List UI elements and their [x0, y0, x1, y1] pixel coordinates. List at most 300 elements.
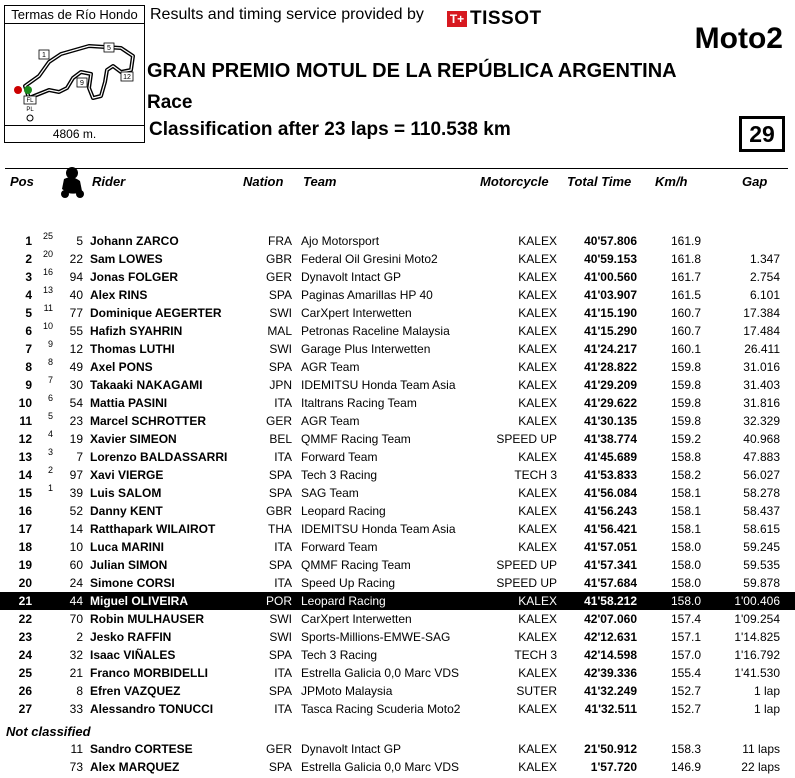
row-rider: Efren VAZQUEZ [90, 684, 181, 698]
row-position: 21 [18, 594, 32, 608]
row-number: 22 [69, 252, 83, 266]
row-motorcycle: KALEX [518, 378, 557, 392]
col-pos: Pos [10, 174, 34, 189]
row-position: 3 [25, 270, 32, 284]
row-motorcycle: SPEED UP [496, 558, 557, 572]
col-total-time: Total Time [567, 174, 632, 189]
row-motorcycle: KALEX [518, 450, 557, 464]
row-total-time: 41'30.135 [584, 414, 637, 428]
row-team: Tech 3 Racing [301, 468, 378, 482]
row-position: 4 [25, 288, 32, 302]
row-position: 6 [25, 324, 32, 338]
row-gap: 58.437 [743, 504, 780, 518]
row-rider: Sam LOWES [90, 252, 163, 266]
col-motorcycle: Motorcycle [480, 174, 549, 189]
row-nation: GER [265, 742, 292, 756]
row-nation: FRA [268, 234, 292, 248]
row-motorcycle: KALEX [518, 702, 557, 716]
row-grid: 20 [42, 249, 53, 259]
row-position: 8 [25, 360, 32, 374]
row-rider: Xavi VIERGE [90, 468, 164, 482]
row-kmh: 159.8 [670, 414, 701, 428]
table-row [0, 538, 795, 556]
row-team: SAG Team [301, 486, 359, 500]
row-kmh: 158.0 [670, 558, 701, 572]
turn-label: 5 [107, 45, 111, 52]
table-row [0, 592, 795, 610]
row-number: 30 [69, 378, 83, 392]
row-motorcycle: KALEX [518, 270, 557, 284]
row-nation: SPA [268, 468, 292, 482]
row-rider: Simone CORSI [90, 576, 175, 590]
row-kmh: 159.8 [670, 360, 701, 374]
table-row [0, 322, 795, 340]
row-kmh: 157.1 [670, 630, 701, 644]
row-nation: ITA [274, 666, 292, 680]
col-rider: Rider [92, 174, 126, 189]
row-grid: 6 [47, 393, 53, 403]
row-motorcycle: TECH 3 [514, 468, 557, 482]
turn-label: 1 [42, 52, 46, 59]
row-motorcycle: KALEX [518, 760, 557, 774]
row-team: Leopard Racing [301, 594, 386, 608]
row-nation: GER [265, 414, 292, 428]
row-total-time: 41'56.243 [584, 504, 637, 518]
row-number: 33 [69, 702, 83, 716]
table-row [0, 682, 795, 700]
row-team: Leopard Racing [301, 504, 386, 518]
row-gap: 58.278 [743, 486, 780, 500]
row-gap: 6.101 [749, 288, 780, 302]
row-number: 60 [69, 558, 83, 572]
finish-line-label: FL [26, 98, 34, 104]
col-nation: Nation [243, 174, 284, 189]
row-number: 12 [69, 342, 83, 356]
row-kmh: 152.7 [670, 702, 701, 716]
row-team: Estrella Galicia 0,0 Marc VDS [301, 760, 460, 774]
row-grid: 4 [47, 429, 53, 439]
table-row [0, 758, 795, 776]
row-total-time: 41'56.421 [584, 522, 637, 536]
row-nation: ITA [274, 396, 292, 410]
row-gap: 17.384 [743, 306, 780, 320]
tissot-logo-icon: T+ [447, 11, 467, 27]
row-motorcycle: KALEX [518, 540, 557, 554]
row-grid: 9 [47, 339, 53, 349]
row-position: 16 [18, 504, 32, 518]
row-gap: 26.411 [744, 342, 780, 356]
row-number: 23 [69, 414, 83, 428]
row-kmh: 161.7 [670, 270, 701, 284]
row-rider: Marcel SCHROTTER [90, 414, 207, 428]
finish-light-icon [24, 86, 32, 94]
row-total-time: 42'12.631 [584, 630, 637, 644]
row-grid: 5 [47, 411, 53, 421]
row-nation: SPA [268, 558, 292, 572]
table-row [0, 304, 795, 322]
row-team: Forward Team [301, 540, 378, 554]
row-kmh: 146.9 [670, 760, 701, 774]
table-row [0, 664, 795, 682]
row-nation: ITA [274, 576, 292, 590]
row-kmh: 158.0 [670, 576, 701, 590]
row-total-time: 40'57.806 [584, 234, 637, 248]
row-gap: 11 laps [742, 742, 780, 756]
row-position: 17 [18, 522, 32, 536]
table-row [0, 466, 795, 484]
table-row [0, 520, 795, 538]
row-grid: 25 [42, 231, 53, 241]
row-team: Garage Plus Interwetten [301, 342, 431, 356]
row-nation: SPA [268, 360, 292, 374]
row-rider: Sandro CORTESE [90, 742, 193, 756]
table-header [0, 172, 795, 192]
row-gap: 32.329 [743, 414, 780, 428]
circuit-panel [4, 5, 145, 143]
row-motorcycle: TECH 3 [514, 648, 557, 662]
col-team: Team [303, 174, 337, 189]
row-motorcycle: KALEX [518, 324, 557, 338]
row-kmh: 158.3 [670, 742, 701, 756]
col-kmh: Km/h [655, 174, 688, 189]
row-kmh: 160.1 [670, 342, 701, 356]
row-gap: 1 lap [753, 684, 780, 698]
pit-lane-label: PL [26, 107, 34, 113]
row-total-time: 41'45.689 [584, 450, 637, 464]
row-total-time: 41'15.190 [584, 306, 637, 320]
circuit-length: 4806 m. [5, 125, 144, 142]
row-rider: Axel PONS [90, 360, 153, 374]
row-position: 20 [18, 576, 32, 590]
row-rider: Hafizh SYAHRIN [90, 324, 183, 338]
table-row [0, 646, 795, 664]
row-team: IDEMITSU Honda Team Asia [301, 522, 456, 536]
row-number: 40 [69, 288, 83, 302]
row-team: Sports-Millions-EMWE-SAG [301, 630, 451, 644]
row-nation: MAL [267, 324, 292, 338]
row-motorcycle: KALEX [518, 360, 557, 374]
row-number: 2 [76, 630, 83, 644]
row-number: 39 [69, 486, 83, 500]
row-kmh: 158.0 [670, 594, 701, 608]
direction-icon [27, 115, 33, 121]
row-nation: SWI [269, 306, 292, 320]
table-row [0, 502, 795, 520]
timing-service-text: Results and timing service provided by [150, 6, 424, 23]
table-row [0, 412, 795, 430]
row-kmh: 159.8 [670, 378, 701, 392]
row-total-time: 41'15.290 [584, 324, 637, 338]
table-row [0, 484, 795, 502]
row-nation: SWI [269, 612, 292, 626]
table-row [0, 340, 795, 358]
row-motorcycle: KALEX [518, 414, 557, 428]
row-rider: Xavier SIMEON [90, 432, 177, 446]
col-gap: Gap [742, 174, 768, 189]
row-team: Dynavolt Intact GP [301, 742, 402, 756]
row-number: 73 [69, 760, 83, 774]
row-team: Forward Team [301, 450, 378, 464]
row-grid: 2 [47, 465, 53, 475]
row-grid: 10 [42, 321, 53, 331]
row-kmh: 158.0 [670, 540, 701, 554]
start-light-icon [14, 86, 22, 94]
row-gap: 31.403 [743, 378, 780, 392]
row-total-time: 42'39.336 [584, 666, 637, 680]
row-number: 94 [69, 270, 83, 284]
sponsor-logo [447, 8, 542, 30]
table-row [0, 430, 795, 448]
row-nation: GBR [265, 252, 292, 266]
circuit-name: Termas de Río Hondo [5, 6, 144, 24]
row-rider: Miguel OLIVEIRA [90, 594, 189, 608]
row-team: CarXpert Interwetten [301, 306, 412, 320]
row-motorcycle: KALEX [518, 396, 557, 410]
row-position: 24 [18, 648, 32, 662]
row-number: 7 [76, 450, 83, 464]
row-rider: Robin MULHAUSER [90, 612, 204, 626]
row-team: Dynavolt Intact GP [301, 270, 402, 284]
row-position: 7 [25, 342, 32, 356]
row-motorcycle: KALEX [518, 234, 557, 248]
row-motorcycle: KALEX [518, 342, 557, 356]
row-kmh: 158.1 [670, 504, 701, 518]
row-total-time: 41'38.774 [584, 432, 637, 446]
row-number: 52 [69, 504, 83, 518]
row-kmh: 161.9 [670, 234, 701, 248]
row-position: 26 [18, 684, 32, 698]
row-grid: 8 [47, 357, 53, 367]
row-position: 27 [18, 702, 32, 716]
row-team: JPMoto Malaysia [301, 684, 393, 698]
row-total-time: 41'24.217 [584, 342, 637, 356]
track-map [9, 26, 140, 124]
row-number: 11 [70, 742, 83, 756]
row-total-time: 42'14.598 [584, 648, 637, 662]
table-row [0, 250, 795, 268]
row-total-time: 41'56.084 [584, 486, 637, 500]
row-grid: 1 [47, 483, 53, 493]
row-gap: 1'00.406 [734, 594, 780, 608]
row-number: 21 [69, 666, 83, 680]
row-kmh: 158.8 [670, 450, 701, 464]
row-number: 5 [76, 234, 83, 248]
row-team: Petronas Raceline Malaysia [301, 324, 450, 338]
row-total-time: 40'59.153 [584, 252, 637, 266]
row-total-time: 41'28.822 [584, 360, 637, 374]
row-rider: Dominique AEGERTER [90, 306, 222, 320]
row-nation: SWI [269, 342, 292, 356]
row-motorcycle: KALEX [518, 612, 557, 626]
row-motorcycle: KALEX [518, 306, 557, 320]
classification-title: Classification after 23 laps = 110.538 km [149, 119, 511, 140]
table-row [0, 268, 795, 286]
row-position: 1 [25, 234, 32, 248]
row-nation: THA [268, 522, 292, 536]
row-team: Tasca Racing Scuderia Moto2 [301, 702, 461, 716]
row-rider: Alessandro TONUCCI [90, 702, 214, 716]
row-position: 15 [18, 486, 32, 500]
row-team: Paginas Amarillas HP 40 [301, 288, 433, 302]
row-rider: Thomas LUTHI [90, 342, 175, 356]
row-rider: Franco MORBIDELLI [90, 666, 209, 680]
row-motorcycle: KALEX [518, 630, 557, 644]
row-team: IDEMITSU Honda Team Asia [301, 378, 456, 392]
row-rider: Johann ZARCO [90, 234, 179, 248]
row-motorcycle: KALEX [518, 742, 557, 756]
row-kmh: 161.5 [670, 288, 701, 302]
row-nation: POR [265, 594, 292, 608]
row-gap: 1'16.792 [734, 648, 780, 662]
row-total-time: 41'29.622 [584, 396, 637, 410]
table-row [0, 232, 795, 250]
lap-count-box: 29 [739, 116, 785, 152]
row-rider: Jonas FOLGER [90, 270, 179, 284]
row-total-time: 41'57.051 [584, 540, 637, 554]
row-motorcycle: KALEX [518, 288, 557, 302]
row-gap: 58.615 [743, 522, 780, 536]
row-position: 23 [18, 630, 32, 644]
row-nation: JPN [269, 378, 292, 392]
row-total-time: 42'07.060 [584, 612, 637, 626]
row-rider: Isaac VIÑALES [90, 648, 176, 662]
row-position: 12 [18, 432, 32, 446]
row-team: Federal Oil Gresini Moto2 [301, 252, 438, 266]
table-row [0, 394, 795, 412]
row-position: 18 [18, 540, 32, 554]
row-grid: 16 [42, 267, 53, 277]
row-nation: GER [265, 270, 292, 284]
table-row [0, 700, 795, 718]
row-nation: BEL [269, 432, 292, 446]
row-team: Tech 3 Racing [301, 648, 378, 662]
row-total-time: 41'57.341 [584, 558, 637, 572]
row-kmh: 152.7 [670, 684, 701, 698]
row-nation: SPA [268, 684, 292, 698]
row-kmh: 159.8 [670, 396, 701, 410]
row-nation: SWI [269, 630, 292, 644]
row-number: 14 [69, 522, 83, 536]
row-rider: Alex MARQUEZ [90, 760, 180, 774]
row-total-time: 41'58.212 [584, 594, 637, 608]
row-number: 10 [69, 540, 83, 554]
row-rider: Jesko RAFFIN [90, 630, 172, 644]
row-team: AGR Team [301, 414, 360, 428]
row-motorcycle: KALEX [518, 594, 557, 608]
row-position: 14 [18, 468, 32, 482]
row-number: 44 [69, 594, 83, 608]
row-team: AGR Team [301, 360, 360, 374]
row-position: 10 [18, 396, 32, 410]
row-total-time: 41'32.511 [584, 702, 637, 716]
row-position: 11 [19, 414, 32, 428]
row-gap: 2.754 [749, 270, 780, 284]
row-team: QMMF Racing Team [301, 432, 411, 446]
row-total-time: 41'29.209 [584, 378, 637, 392]
row-number: 19 [69, 432, 83, 446]
row-gap: 1'14.825 [734, 630, 780, 644]
row-number: 24 [69, 576, 83, 590]
row-number: 8 [76, 684, 83, 698]
row-team: QMMF Racing Team [301, 558, 411, 572]
row-total-time: 41'03.907 [584, 288, 637, 302]
row-motorcycle: SPEED UP [496, 432, 557, 446]
row-number: 54 [69, 396, 83, 410]
row-gap: 22 laps [741, 760, 780, 774]
row-position: 5 [25, 306, 32, 320]
row-position: 22 [18, 612, 32, 626]
turn-label: 9 [80, 80, 84, 87]
session-title: Race [147, 92, 193, 113]
row-motorcycle: KALEX [518, 666, 557, 680]
row-gap: 59.245 [743, 540, 780, 554]
row-kmh: 157.0 [670, 648, 701, 662]
table-row [0, 628, 795, 646]
row-kmh: 157.4 [670, 612, 701, 626]
row-number: 49 [69, 360, 83, 374]
row-kmh: 159.2 [670, 432, 701, 446]
row-number: 55 [69, 324, 83, 338]
row-gap: 1'09.254 [734, 612, 780, 626]
table-row [0, 286, 795, 304]
row-kmh: 158.1 [670, 522, 701, 536]
row-gap: 40.968 [743, 432, 780, 446]
row-team: Italtrans Racing Team [301, 396, 417, 410]
row-kmh: 158.2 [670, 468, 701, 482]
row-motorcycle: SUTER [516, 684, 557, 698]
row-rider: Lorenzo BALDASSARRI [90, 450, 228, 464]
row-team: Estrella Galicia 0,0 Marc VDS [301, 666, 460, 680]
row-rider: Mattia PASINI [90, 396, 168, 410]
row-team: Ajo Motorsport [301, 234, 380, 248]
row-kmh: 158.1 [670, 486, 701, 500]
row-motorcycle: KALEX [518, 252, 557, 266]
row-gap: 59.535 [743, 558, 780, 572]
row-gap: 1.347 [749, 252, 780, 266]
row-rider: Luca MARINI [90, 540, 165, 554]
row-position: 13 [18, 450, 32, 464]
row-rider: Julian SIMON [90, 558, 168, 572]
sponsor-name: TISSOT [470, 8, 542, 29]
row-kmh: 155.4 [670, 666, 701, 680]
row-total-time: 1'57.720 [590, 760, 637, 774]
row-kmh: 160.7 [670, 306, 701, 320]
row-position: 19 [18, 558, 32, 572]
table-row [0, 574, 795, 592]
row-kmh: 161.8 [670, 252, 701, 266]
row-number: 70 [69, 612, 83, 626]
row-gap: 47.883 [743, 450, 780, 464]
row-total-time: 21'50.912 [584, 742, 637, 756]
row-nation: ITA [274, 450, 292, 464]
row-nation: SPA [268, 648, 292, 662]
row-grid: 7 [47, 375, 53, 385]
table-row [0, 740, 795, 758]
class-title: Moto2 [694, 22, 783, 55]
row-rider: Ratthapark WILAIROT [90, 522, 216, 536]
row-rider: Danny KENT [90, 504, 163, 518]
row-position: 2 [25, 252, 32, 266]
row-nation: SPA [268, 288, 292, 302]
row-rider: Takaaki NAKAGAMI [90, 378, 203, 392]
row-rider: Alex RINS [90, 288, 148, 302]
row-number: 97 [69, 468, 83, 482]
row-total-time: 41'57.684 [584, 576, 637, 590]
row-motorcycle: KALEX [518, 486, 557, 500]
row-position: 9 [25, 378, 32, 392]
row-gap: 17.484 [743, 324, 780, 338]
row-nation: SPA [268, 486, 292, 500]
